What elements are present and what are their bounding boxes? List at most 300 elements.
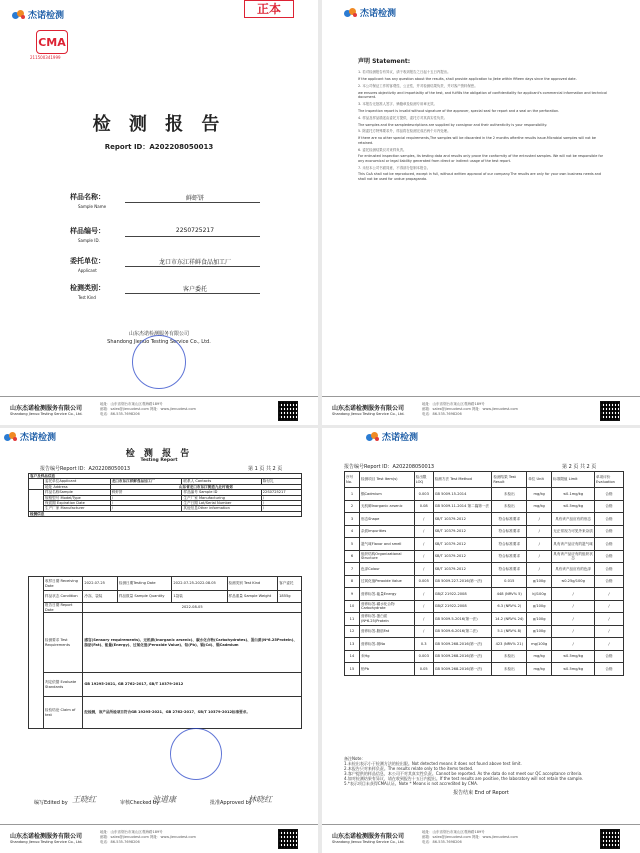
- result-cell: mg/kg: [527, 663, 552, 676]
- result-cell: 7: [345, 563, 360, 576]
- section-testing: 检测信息: [29, 511, 302, 516]
- logo-text: 杰诺检测: [20, 433, 57, 443]
- footer-address: 地址：山东省烟台市莱山区观海路189号: [422, 830, 485, 834]
- page-footer: [0, 824, 318, 853]
- result-cell: /: [595, 600, 624, 613]
- result-cell: /: [414, 625, 433, 638]
- statement-item-en: The inspection report is invalid without signature of the approver, special seal for report and a seal on the perforation.: [358, 108, 560, 113]
- logo-icon: [344, 8, 357, 18]
- result-cell: 0.3: [414, 638, 433, 651]
- editor-signature: 王晓红: [72, 795, 96, 804]
- field-underline: [125, 266, 260, 267]
- statement-item-cn: 4. 样品及样品描述由委托方提供，委托方对其真实性负责。: [358, 115, 448, 120]
- result-cell: GB 5009.268-2016(第一法): [433, 638, 492, 651]
- result-cell: /: [552, 600, 595, 613]
- footer-company-en: Shandong Jienuo Testing Service Co., Ltd.: [10, 840, 83, 844]
- cert-number: 211500341999: [30, 55, 61, 60]
- results-row: [345, 538, 624, 551]
- cell-value: 龙口市东江祥鲜食品加工厂: [110, 479, 182, 484]
- result-cell: 形态Shape: [359, 513, 414, 526]
- result-cell: 14: [345, 650, 360, 663]
- result-cell: 营养标签-钠Na: [359, 638, 414, 651]
- result-cell: 铅Pb: [359, 663, 414, 676]
- qr-code-icon: [600, 829, 620, 849]
- result-cell: /: [414, 550, 433, 563]
- cma-badge: CMA: [36, 30, 68, 54]
- qr-code-icon: [600, 401, 620, 421]
- result-cell: /: [527, 563, 552, 576]
- cell-label: 规格型号 Model/Type: [44, 495, 111, 500]
- cell-label: 检测日期Testing Date: [117, 577, 172, 591]
- result-cell: mg/kg: [527, 488, 552, 501]
- result-cell: /: [552, 613, 595, 626]
- footer-email: 邮箱：sales@jienuotest.com: [100, 407, 149, 411]
- results-row: [345, 500, 624, 513]
- original-stamp: 正本: [244, 0, 294, 18]
- header-cell: 单位 Unit: [527, 472, 552, 488]
- results-row: [345, 613, 624, 626]
- qr-code-icon: [278, 829, 298, 849]
- field-underline: [125, 236, 260, 237]
- field-label: 样品编号：: [70, 227, 105, 235]
- cell-label: 地址 Address: [44, 484, 111, 489]
- statement-item-cn: 6. 委托检测结果仅对来样负责。: [358, 147, 407, 152]
- statement-item-en: we ensures objectivity and impartiality of the test, and fulfills the obligation of confidentiality for applicant's commercial information and technical document.: [358, 90, 608, 99]
- result-cell: /: [595, 588, 624, 601]
- cell-label: 报告日期 Report Date: [44, 603, 83, 613]
- cell-value: /: [110, 501, 182, 506]
- result-cell: 5.1 (NRV% 8): [492, 625, 527, 638]
- results-row: [345, 663, 624, 676]
- field-value: 鲜虾饼: [185, 195, 204, 202]
- cell-value: 山东省龙口市东江街道九北村南郊: [110, 484, 301, 489]
- result-cell: 过氧化值Peroxide Value: [359, 575, 414, 588]
- result-cell: /: [414, 613, 433, 626]
- footer-company-en: Shandong Jienuo Testing Service Co., Ltd.: [10, 412, 83, 416]
- header-cell: 序号 No.: [345, 472, 360, 488]
- result-cell: /: [414, 525, 433, 538]
- company-name-en: Shandong Jienuo Testing Service Co., Ltd.: [107, 339, 211, 345]
- result-cell: mg/100g: [527, 638, 552, 651]
- page-number: 第 1 页 共 2 页: [248, 466, 283, 472]
- report-id-label: Report ID：: [104, 143, 150, 151]
- result-cell: 6: [345, 550, 360, 563]
- result-cell: 汞Hg: [359, 650, 414, 663]
- result-cell: g/100g: [527, 600, 552, 613]
- result-cell: /: [527, 525, 552, 538]
- result-cell: /: [595, 638, 624, 651]
- test-info-table: [28, 576, 302, 729]
- result-cell: g/100g: [527, 625, 552, 638]
- row-group: [29, 577, 44, 729]
- result-cell: /: [414, 588, 433, 601]
- result-cell: 合格: [595, 488, 624, 501]
- row-group: [29, 490, 44, 512]
- test-conclusion: 经检测，该产品所检项目符合GB 19295-2021、GB 2762-2017、SB/T 10379-2012标准要求。: [83, 697, 302, 729]
- result-cell: 具有该产品应有的组织状态: [552, 550, 595, 563]
- result-cell: 0.08: [414, 500, 433, 513]
- result-cell: GB 5009.11-2014 第二篇第一法: [433, 500, 492, 513]
- cell-label: 检验结论 Claim of test: [44, 697, 83, 729]
- result-cell: 合格: [595, 538, 624, 551]
- result-cell: 12: [345, 625, 360, 638]
- result-cell: GB 5009.268-2016(第一法): [433, 650, 492, 663]
- result-cell: 无正常视力可见外来杂质: [552, 525, 595, 538]
- results-table: [344, 471, 624, 676]
- results-row: [345, 550, 624, 563]
- footer-phone: 电话：86-535-7698206: [100, 840, 140, 844]
- company-logo: [366, 430, 418, 443]
- result-cell: 合格: [595, 663, 624, 676]
- inspection-seal: [170, 728, 222, 780]
- cell-label: 委托单位Applicant: [44, 479, 111, 484]
- note-line: 2.本报告只对来样负责。The results relate only to the items tested.: [344, 766, 474, 771]
- cell-label: 样品状态 Condition: [44, 591, 83, 603]
- result-cell: 合格: [595, 563, 624, 576]
- testing-report-page-2: [322, 428, 640, 853]
- result-cell: 符合标准要求: [492, 525, 527, 538]
- report-id-value: A202208050013: [149, 143, 214, 151]
- result-cell: 符合标准要求: [492, 550, 527, 563]
- field-value: 客户委托: [182, 286, 207, 293]
- result-cell: 0.015: [492, 575, 527, 588]
- logo-text: 杰诺检测: [360, 9, 397, 19]
- result-cell: 杂质Impurities: [359, 525, 414, 538]
- result-cell: 合格: [595, 650, 624, 663]
- statement-item-cn: 1. 若对检测报告有异议，请于收到报告之日起十五日内提出。: [358, 70, 451, 74]
- test-requirements: 感官(Sensory requirements)、无机砷(Inorganic arsenic)、碳水化合物(Carbohydrates)、蛋白质(N*6.25Protein)、脂肪(Fat)、能量(Energy)、过氧化值(Peroxide Value)、铅(Pb)、镉(Cd)、镉Cadmium: [83, 613, 302, 673]
- result-cell: /: [414, 600, 433, 613]
- page-footer: [322, 824, 640, 853]
- results-row: [345, 575, 624, 588]
- footer-email: 邮箱：sales@jienuotest.com: [422, 835, 471, 839]
- cell-value: 冷冻，袋装: [83, 591, 118, 603]
- result-cell: GB 5009.227-2016(第一法): [433, 575, 492, 588]
- result-cell: 11: [345, 613, 360, 626]
- cover-page: [0, 0, 318, 425]
- result-cell: 13: [345, 638, 360, 651]
- result-cell: 具有该产品应有的色泽: [552, 563, 595, 576]
- logo-icon: [4, 432, 17, 442]
- cell-value: 陈付礼: [261, 479, 301, 484]
- qr-code-icon: [278, 401, 298, 421]
- result-cell: mg/kg: [527, 500, 552, 513]
- company-name-cn: 山东杰诺检测服务有限公司: [128, 331, 189, 337]
- result-cell: 0.005: [414, 575, 433, 588]
- footer-phone: 电话：86-535-7698206: [100, 412, 140, 416]
- header-cell: 检测方法 Test Method: [433, 472, 492, 488]
- result-cell: 无机砷Inorganic arsenic: [359, 500, 414, 513]
- statement-page: [322, 0, 640, 425]
- result-cell: 具有该产品应有的滋气味: [552, 538, 595, 551]
- cell-label: 生产厂家 Manufacturer: [44, 506, 111, 511]
- field-label: 委托单位：: [70, 257, 105, 265]
- result-cell: /: [414, 563, 433, 576]
- result-cell: 15: [345, 663, 360, 676]
- result-cell: /: [414, 538, 433, 551]
- result-cell: ≤0.5mg/kg: [552, 500, 595, 513]
- result-cell: /: [552, 588, 595, 601]
- result-cell: 滋气味Flavor and smell: [359, 538, 414, 551]
- cell-value: 2022.07.25: [83, 577, 118, 591]
- statement-item-en: This CoA shall not be reproduced, except in full, without written approval of our company.The results are only for your own business needs and shall not be used for undue propaganda.: [358, 172, 602, 181]
- result-cell: 符合标准要求: [492, 563, 527, 576]
- report-id: 报告编号Report ID：A202208050013: [40, 466, 131, 472]
- result-cell: ≤0.5mg/kg: [552, 663, 595, 676]
- results-row: [345, 488, 624, 501]
- result-cell: /: [527, 513, 552, 526]
- result-cell: SB/T 10379-2012: [433, 563, 492, 576]
- cell-label: 样品编号 Sample ID: [182, 490, 261, 495]
- result-cell: 营养标签-能量Energy: [359, 588, 414, 601]
- header-cell: 单项评价 Evaluation: [595, 472, 624, 488]
- field-value: 龙口市东江祥鲜食品加工厂: [158, 259, 231, 266]
- result-cell: ≤0.25g/100g: [552, 575, 595, 588]
- result-cell: /: [552, 625, 595, 638]
- footer-email: 邮箱：sales@jienuotest.com: [422, 407, 471, 411]
- cell-value: 2022-08-05: [83, 603, 302, 613]
- footer-address: 地址：山东省烟台市莱山区观海路189号: [100, 830, 163, 834]
- result-cell: GB/Z 21922-2008: [433, 600, 492, 613]
- cell-value: /: [110, 495, 182, 500]
- footer-site: 网址：www.jienuotest.com: [150, 407, 196, 411]
- company-seal: [132, 335, 186, 389]
- result-cell: 营养标签-碳水化合物Carbohydrate: [359, 600, 414, 613]
- footer-company-en: Shandong Jienuo Testing Service Co., Ltd.: [332, 412, 405, 416]
- note-line: 1.未检出表示小于检测方法的检出限。Not detected means it does not found above test limit.: [344, 761, 522, 766]
- statement-item-cn: 7. 未经本公司书面同意，不得部分复制本报告。: [358, 165, 431, 170]
- footer-site: 网址：www.jienuotest.com: [472, 835, 518, 839]
- result-cell: g/100g: [527, 575, 552, 588]
- result-cell: 1: [345, 488, 360, 501]
- header-cell: 检测项目 Test Item(s): [359, 472, 414, 488]
- section-customer: 客户及样品信息: [29, 474, 302, 479]
- end-of-report: 报告结束 End of Report: [453, 790, 509, 796]
- note-line: 5.*表示项目未获得CMA认证。Note * Means is not accredited by CMA.: [344, 781, 479, 786]
- result-cell: /: [414, 513, 433, 526]
- cell-value: /: [261, 506, 301, 511]
- result-cell: /: [527, 538, 552, 551]
- results-row: [345, 638, 624, 651]
- footer-phone: 电话：86-535-7698206: [422, 412, 462, 416]
- logo-text: 杰诺检测: [28, 11, 65, 21]
- cell-value: /: [110, 506, 182, 511]
- result-cell: SB/T 10379-2012: [433, 513, 492, 526]
- results-row: [345, 563, 624, 576]
- report-title: 检 测 报 告: [125, 449, 193, 459]
- result-cell: 色泽Colour: [359, 563, 414, 576]
- footer-company: 山东杰诺检测服务有限公司: [332, 405, 405, 412]
- cell-value: /: [261, 501, 301, 506]
- result-cell: GB 5009.6-2016(第二法): [433, 625, 492, 638]
- result-cell: 5: [345, 538, 360, 551]
- footer-company-en: Shandong Jienuo Testing Service Co., Ltd.: [332, 840, 405, 844]
- result-cell: 0.05: [414, 663, 433, 676]
- footer-company: 山东杰诺检测服务有限公司: [332, 833, 405, 840]
- cell-label: 检测类别 Test Kind: [227, 577, 278, 591]
- result-cell: 423 (NRV% 21): [492, 638, 527, 651]
- result-cell: 具有该产品应有的形态: [552, 513, 595, 526]
- cell-value: 1袋装: [172, 591, 227, 603]
- field-label-en: Applicant: [78, 268, 97, 273]
- results-row: [345, 513, 624, 526]
- cell-label: 判定依据 Evaluate Standards: [44, 673, 83, 697]
- statement-item-en: If the applicant has any question about the results, shall provide application to Jieke within fifteen days since the approved date.: [358, 76, 577, 81]
- field-label-en: Test Kind: [78, 295, 96, 300]
- result-cell: 9: [345, 588, 360, 601]
- footer-address: 地址：山东省烟台市莱山区观海路189号: [422, 402, 485, 406]
- result-cell: 组织结构Organizational Structure: [359, 550, 414, 563]
- page-number: 第 2 页 共 2 页: [562, 464, 597, 470]
- page-title: 检 测 报 告: [92, 114, 226, 135]
- row-group: [29, 479, 44, 490]
- result-cell: GB 5009.268-2016(第一法): [433, 663, 492, 676]
- cell-label: 收样日期 Receiving Date: [44, 577, 83, 591]
- result-cell: 合格: [595, 525, 624, 538]
- result-cell: 10: [345, 600, 360, 613]
- footer-phone: 电话：86-535-7698206: [422, 840, 462, 844]
- result-cell: 未检出: [492, 663, 527, 676]
- logo-icon: [366, 432, 379, 442]
- field-label-en: Sample ID.: [78, 238, 100, 243]
- result-cell: 未检出: [492, 500, 527, 513]
- field-value: 22S0725217: [175, 227, 215, 234]
- statement-list: [358, 70, 608, 184]
- result-cell: 符合标准要求: [492, 538, 527, 551]
- result-cell: GB 5009.5-2016(第一法): [433, 613, 492, 626]
- result-cell: 营养标签-脂肪Fat: [359, 625, 414, 638]
- checked-by-label: 审核Checked by: [120, 800, 160, 806]
- footer-address: 地址：山东省烟台市莱山区观海路189号: [100, 402, 163, 406]
- statement-title: 声明 Statement:: [358, 58, 411, 65]
- results-row: [345, 650, 624, 663]
- result-cell: /: [595, 613, 624, 626]
- footer-contact: [422, 402, 572, 417]
- result-cell: 合格: [595, 550, 624, 563]
- footer-contact: [100, 402, 250, 417]
- statement-item-cn: 5. 除委托方特殊要求外，样品将在检测完成后两个月内处理。: [358, 129, 451, 134]
- result-cell: SB/T 10379-2012: [433, 525, 492, 538]
- cell-label: 保质期 Expiration Date: [44, 501, 111, 506]
- notes: [344, 756, 624, 786]
- field-label-en: Sample Name: [78, 204, 107, 209]
- field-label: 样品名称：: [70, 193, 105, 201]
- report-title-en: Testing Report: [140, 458, 178, 463]
- field-underline: [125, 202, 260, 203]
- cell-label: 样品重量 Sample Weight: [227, 591, 278, 603]
- result-cell: SB/T 10379-2012: [433, 550, 492, 563]
- statement-item-en: The samples and the sampledescriptions are supplied by consignor and their authenticity is your responsibility.: [358, 122, 548, 127]
- evaluate-standards: GB 19295-2021, GB 2762-2017, SB/T 10379-2012: [83, 673, 302, 697]
- results-row: [345, 625, 624, 638]
- result-cell: 14.2 (NRV% 24): [492, 613, 527, 626]
- field-label: 检测类别：: [70, 284, 105, 292]
- result-cell: SB/T 10379-2012: [433, 538, 492, 551]
- statement-item-cn: 2. 本公司保证工作的客观性、公正性，并对检测结果负责，并对客户资料保密。: [358, 83, 478, 88]
- cell-label: 生产日期 Lot/Serial Number: [182, 501, 261, 506]
- footer-company: 山东杰诺检测服务有限公司: [10, 405, 83, 412]
- result-cell: 未检出: [492, 650, 527, 663]
- testing-report-page-1: [0, 428, 318, 853]
- header-cell: 检出限 LOQ: [414, 472, 433, 488]
- result-cell: /: [527, 550, 552, 563]
- field-underline: [125, 293, 260, 294]
- result-cell: /: [552, 638, 595, 651]
- results-header-row: [345, 472, 624, 488]
- cell-value: /: [261, 495, 301, 500]
- footer-contact: [422, 830, 572, 845]
- cell-value: 22S0725217: [261, 490, 301, 495]
- cell-label: 生产厂家 Manufacturing: [182, 495, 261, 500]
- results-row: [345, 600, 624, 613]
- footer-site: 网址：www.jienuotest.com: [472, 407, 518, 411]
- logo-icon: [12, 10, 25, 20]
- results-body: [345, 488, 624, 676]
- result-cell: 3: [345, 513, 360, 526]
- result-cell: GB/Z 21922-2008: [433, 588, 492, 601]
- result-cell: kJ/100g: [527, 588, 552, 601]
- cell-value: 客户委托: [278, 577, 302, 591]
- results-row: [345, 525, 624, 538]
- footer-email: 邮箱：sales@jienuotest.com: [100, 835, 149, 839]
- report-id: [0, 142, 318, 152]
- statement-item-cn: 3. 本报告无批准人签字、骑缝章及检测专用章无效。: [358, 101, 437, 106]
- result-cell: 合格: [595, 500, 624, 513]
- result-cell: 营养标签-蛋白质(N*6.25)Protein: [359, 613, 414, 626]
- result-cell: 合格: [595, 513, 624, 526]
- company-logo: [4, 430, 56, 443]
- edited-by-label: 编写Edited by: [34, 800, 68, 806]
- result-cell: ≤0.1mg/kg: [552, 488, 595, 501]
- report-id: 报告编号Report ID：A202208050013: [344, 464, 435, 470]
- result-cell: 448 (NRV% 5): [492, 588, 527, 601]
- approver-signature: 林晓红: [248, 795, 272, 804]
- cell-label: 样品名称Sample: [44, 490, 111, 495]
- result-cell: 符合标准要求: [492, 513, 527, 526]
- cell-label: 样品数量 Sample Quantity: [117, 591, 172, 603]
- footer-company: 山东杰诺检测服务有限公司: [10, 833, 83, 840]
- result-cell: 0.003: [414, 488, 433, 501]
- result-cell: 0.003: [414, 650, 433, 663]
- logo-text: 杰诺检测: [382, 433, 419, 443]
- footer-contact: [100, 830, 250, 845]
- company-logo: [12, 8, 64, 21]
- cell-label: 其他信息Other information: [182, 506, 261, 511]
- statement-item-en: If there are no other special requirements,The samples will be discarded in the 2 months afterthe results issue.Microbial samples will not be retained.: [358, 136, 596, 145]
- result-cell: 未检出: [492, 488, 527, 501]
- header-cell: 标准限值 Limit: [552, 472, 595, 488]
- result-cell: 6.3 (NRV% 2): [492, 600, 527, 613]
- statement-item-en: For entrusted inspection samples, its testing data and results only prove the conformity of the entrusted samples. We will not be responsible for any economical or legal liability generated from direct or indirect usage of the test report.: [358, 154, 604, 163]
- cell-value: 鲜虾饼: [110, 490, 182, 495]
- header-cell: 检测结果 Test Result: [492, 472, 527, 488]
- note-line: 3.客户提供的样品信息，本公司不对其真实性负责。Cannot be reported. As the data do not meet our QC acceptance criteria.: [344, 771, 583, 776]
- result-cell: 合格: [595, 575, 624, 588]
- note-line: 4.如对检测结果有异议，请在收到报告十五日内提出。If the test results are positive, the laboratory will not retain the sample.: [344, 776, 584, 781]
- footer-site: 网址：www.jienuotest.com: [150, 835, 196, 839]
- note-line: 备注Note：: [344, 756, 366, 761]
- result-cell: GB 5009.15-2014: [433, 488, 492, 501]
- company-logo: [344, 6, 396, 19]
- result-cell: mg/kg: [527, 650, 552, 663]
- result-cell: /: [595, 625, 624, 638]
- results-row: [345, 588, 624, 601]
- cell-value: 2022.07.25-2022.08.05: [172, 577, 227, 591]
- cell-value: 1855g: [278, 591, 302, 603]
- result-cell: 镉Cadmium: [359, 488, 414, 501]
- result-cell: 2: [345, 500, 360, 513]
- cell-label: 联系人 Contacts: [182, 479, 261, 484]
